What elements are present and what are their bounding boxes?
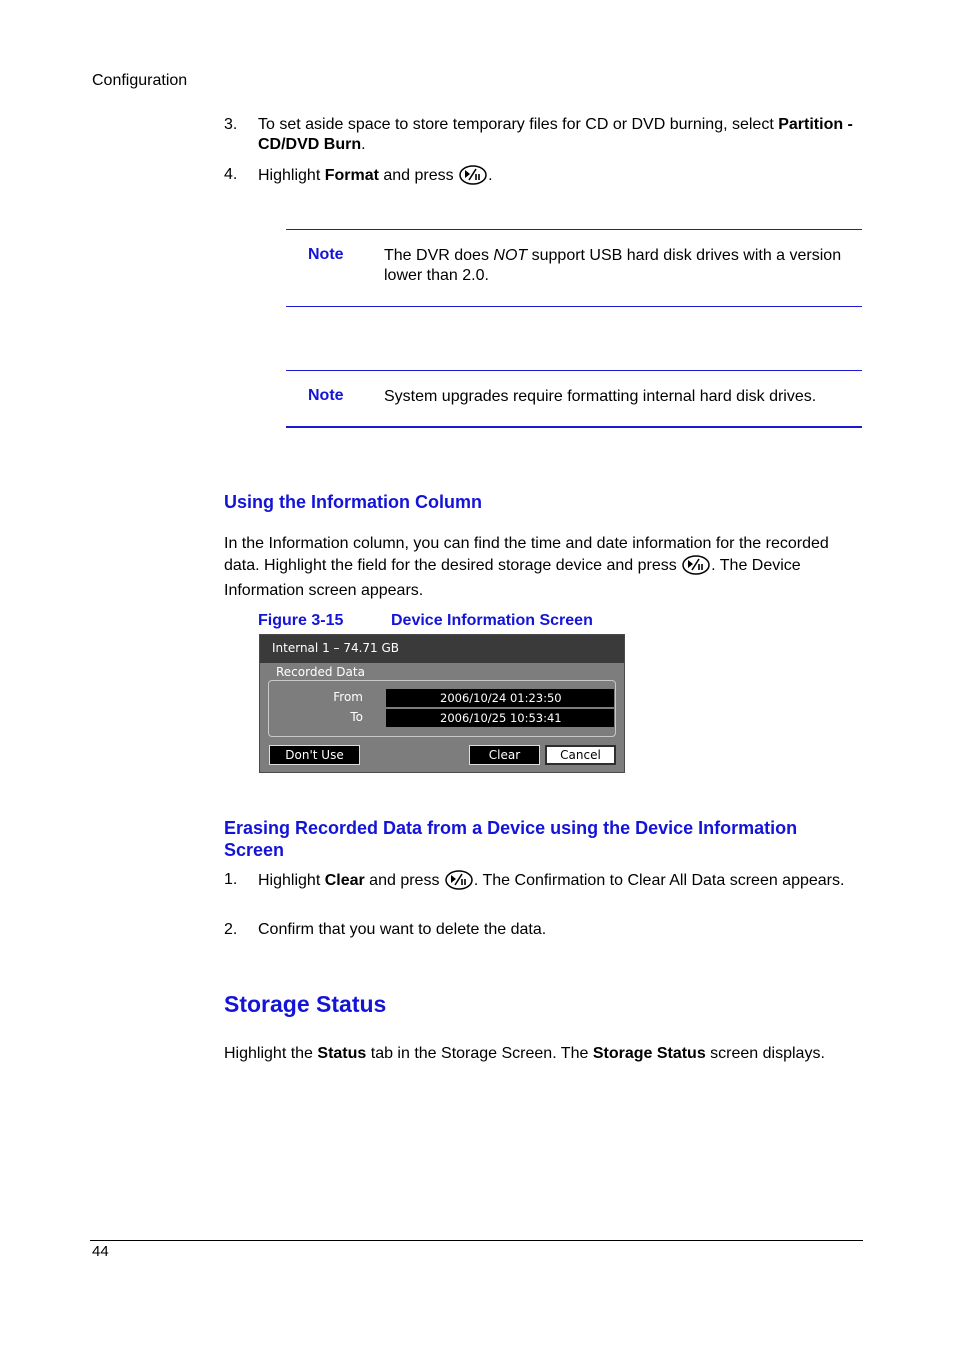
to-value-field[interactable]: 2006/10/25 10:53:41 <box>386 709 614 727</box>
dont-use-button[interactable]: Don't Use <box>269 745 360 765</box>
play-pause-button-icon <box>682 555 710 582</box>
note-rule-top <box>286 229 862 230</box>
figure-number: Figure 3-15 <box>258 612 344 629</box>
section-heading-information-column: Using the Information Column <box>224 492 482 512</box>
footer-rule <box>90 1240 863 1241</box>
clear-button[interactable]: Clear <box>469 745 540 765</box>
recorded-data-label: Recorded Data <box>276 665 365 679</box>
play-pause-button-icon <box>445 870 473 896</box>
page-number: 44 <box>92 1243 109 1260</box>
screen-title-bar <box>260 635 624 663</box>
note-label: Note <box>308 387 344 404</box>
device-information-screen <box>259 634 625 773</box>
section-heading-storage-status: Storage Status <box>224 991 387 1017</box>
section-heading-erase: Erasing Recorded Data from a Device using the Device Information Screen <box>224 818 798 860</box>
step-number: 3. <box>224 116 238 133</box>
note-rule-top <box>286 370 862 371</box>
running-header: Configuration <box>92 72 188 89</box>
note-label: Note <box>308 246 344 263</box>
storage-status-paragraph: Highlight the Status tab in the Storage Screen. The Storage Status screen displays. <box>224 1045 825 1062</box>
step-number: 2. <box>224 921 238 938</box>
cancel-button[interactable]: Cancel <box>545 745 616 765</box>
info-paragraph: In the Information column, you can find the time and date information for the recorded data. Highlight the field for the desired storage device and press . The Device Information screen appears. <box>224 535 829 599</box>
note-rule-bottom <box>286 426 862 428</box>
from-value-field[interactable]: 2006/10/24 01:23:50 <box>386 689 614 707</box>
step-number: 1. <box>224 871 238 888</box>
step-4: 4. Highlight Format and press . <box>224 165 864 191</box>
erase-step-2: 2. Confirm that you want to delete the data. <box>224 921 547 938</box>
play-pause-button-icon <box>459 165 487 191</box>
note-rule-bottom <box>286 306 862 307</box>
from-label: From <box>333 690 363 704</box>
figure-caption: Device Information Screen <box>391 612 593 629</box>
screen-title: Internal 1 – 74.71 GB <box>272 641 400 655</box>
to-label: To <box>350 710 363 724</box>
step-3: 3. To set aside space to store temporary files for CD or DVD burning, select Partition - CD/DVD Burn. <box>224 116 853 153</box>
erase-step-1: 1. Highlight Clear and press . The Confirmation to Clear All Data screen appears. <box>224 870 864 896</box>
note-text: The DVR does NOT support USB hard disk drives with a version lower than 2.0. <box>384 247 842 284</box>
recorded-data-group <box>268 680 616 737</box>
note-text: System upgrades require formatting internal hard disk drives. <box>384 388 817 405</box>
step-number: 4. <box>224 166 238 183</box>
